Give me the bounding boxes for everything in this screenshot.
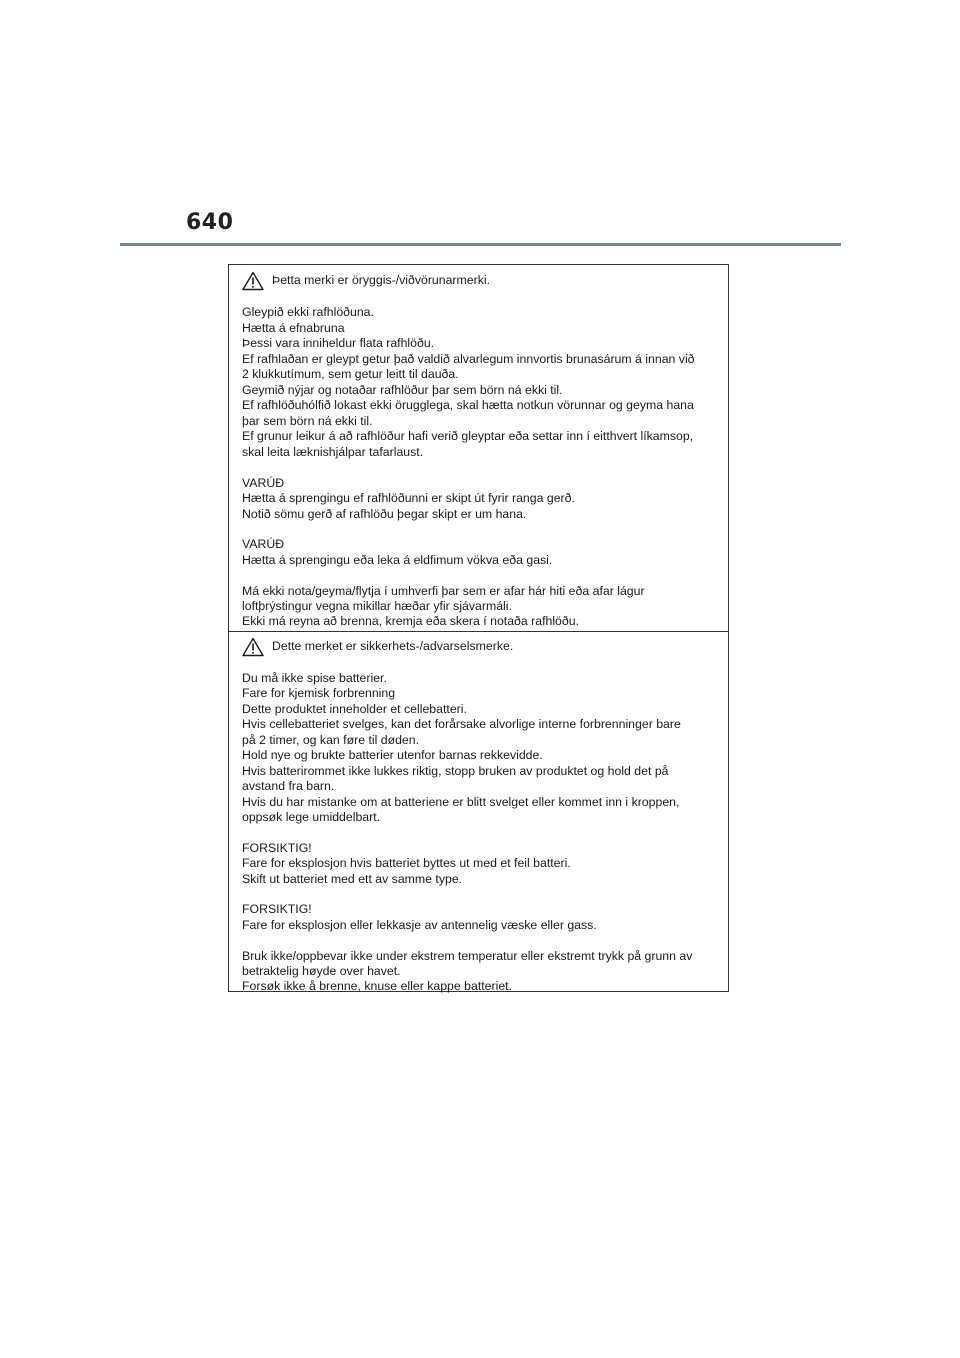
norwegian-caution-heading: FORSIKTIG! [242, 902, 312, 916]
warning-triangle-icon [242, 271, 264, 291]
norwegian-line: oppsøk lege umiddelbart. [242, 810, 381, 824]
icelandic-line: Ef rafhlaðan er gleypt getur það valdið alvarlegum innvortis brunasárum á innan við [242, 352, 695, 366]
header-rule [120, 243, 841, 246]
icelandic-line: Notið sömu gerð af rafhlöðu þegar skipt er um hana. [242, 507, 527, 521]
norwegian-line: Hvis du har mistanke om at batteriene er blitt svelget eller kommet inn i kroppen, [242, 795, 680, 809]
icelandic-line: Ekki má reyna að brenna, kremja eða skera í notaða rafhlöðu. [242, 614, 579, 628]
icelandic-line: Ef rafhlöðuhólfið lokast ekki örugglega, skal hætta notkun vörunnar og geyma hana [242, 398, 694, 412]
norwegian-line: Du må ikke spise batterier. [242, 671, 387, 685]
norwegian-header [242, 637, 513, 657]
icelandic-line: Ef grunur leikur á að rafhlöður hafi verið gleyptar eða settar inn í eitthvert líkamsop, [242, 429, 694, 443]
norwegian-line: Bruk ikke/oppbevar ikke under ekstrem temperatur eller ekstremt trykk på grunn av [242, 949, 693, 963]
icelandic-line: 2 klukkutímum, sem getur leitt til dauða. [242, 367, 459, 381]
icelandic-line: þar sem börn ná ekki til. [242, 414, 373, 428]
icelandic-line: Geymið nýjar og notaðar rafhlöður þar sem börn ná ekki til. [242, 383, 563, 397]
norwegian-section [229, 631, 728, 993]
norwegian-caution-heading: FORSIKTIG! [242, 841, 312, 855]
icelandic-line: Gleypið ekki rafhlöðuna. [242, 305, 374, 319]
icelandic-caution-heading: VARÚÐ [242, 537, 285, 551]
norwegian-line: avstand fra barn. [242, 779, 335, 793]
norwegian-header-text: Dette merket er sikkerhets-/advarselsmerke. [272, 639, 514, 654]
icelandic-header-text: Þetta merki er öryggis-/viðvörunarmerki. [272, 273, 490, 288]
icelandic-line: Hætta á sprengingu eða leka á eldfimum vökva eða gasi. [242, 553, 553, 567]
warning-triangle-icon [242, 637, 264, 657]
icelandic-section [229, 265, 728, 631]
icelandic-line: Hætta á efnabruna [242, 321, 345, 335]
icelandic-line: Þessi vara inniheldur flata rafhlöðu. [242, 336, 435, 350]
icelandic-header [242, 271, 490, 291]
page-number: 640 [186, 210, 234, 235]
icelandic-line: loftþrýstingur vegna mikillar hæðar yfir sjávarmáli. [242, 599, 512, 613]
norwegian-line: Fare for kjemisk forbrenning [242, 686, 396, 700]
norwegian-line: Fare for eksplosjon hvis batteriet byttes ut med et feil batteri. [242, 856, 571, 870]
norwegian-line: på 2 timer, og kan føre til døden. [242, 733, 420, 747]
norwegian-line: Hvis batterirommet ikke lukkes riktig, stopp bruken av produktet og hold det på [242, 764, 669, 778]
icelandic-line: Má ekki nota/geyma/flytja í umhverfi þar sem er afar hár hiti eða afar lágur [242, 584, 645, 598]
icelandic-line: Hætta á sprengingu ef rafhlöðunni er skipt út fyrir ranga gerð. [242, 491, 575, 505]
norwegian-line: Hold nye og brukte batterier utenfor barnas rekkevidde. [242, 748, 543, 762]
norwegian-line: Forsøk ikke å brenne, knuse eller kappe batteriet. [242, 979, 512, 993]
norwegian-line: betraktelig høyde over havet. [242, 964, 401, 978]
norwegian-line: Dette produktet inneholder et cellebatteri. [242, 702, 467, 716]
norwegian-line: Fare for eksplosjon eller lekkasje av antennelig væske eller gass. [242, 918, 597, 932]
icelandic-line: skal leita læknishjálpar tafarlaust. [242, 445, 424, 459]
norwegian-line: Hvis cellebatteriet svelges, kan det forårsake alvorlige interne forbrenninger bare [242, 717, 681, 731]
norwegian-line: Skift ut batteriet med ett av samme type. [242, 872, 463, 886]
icelandic-caution-heading: VARÚÐ [242, 476, 285, 490]
battery-warning-box [228, 264, 729, 992]
